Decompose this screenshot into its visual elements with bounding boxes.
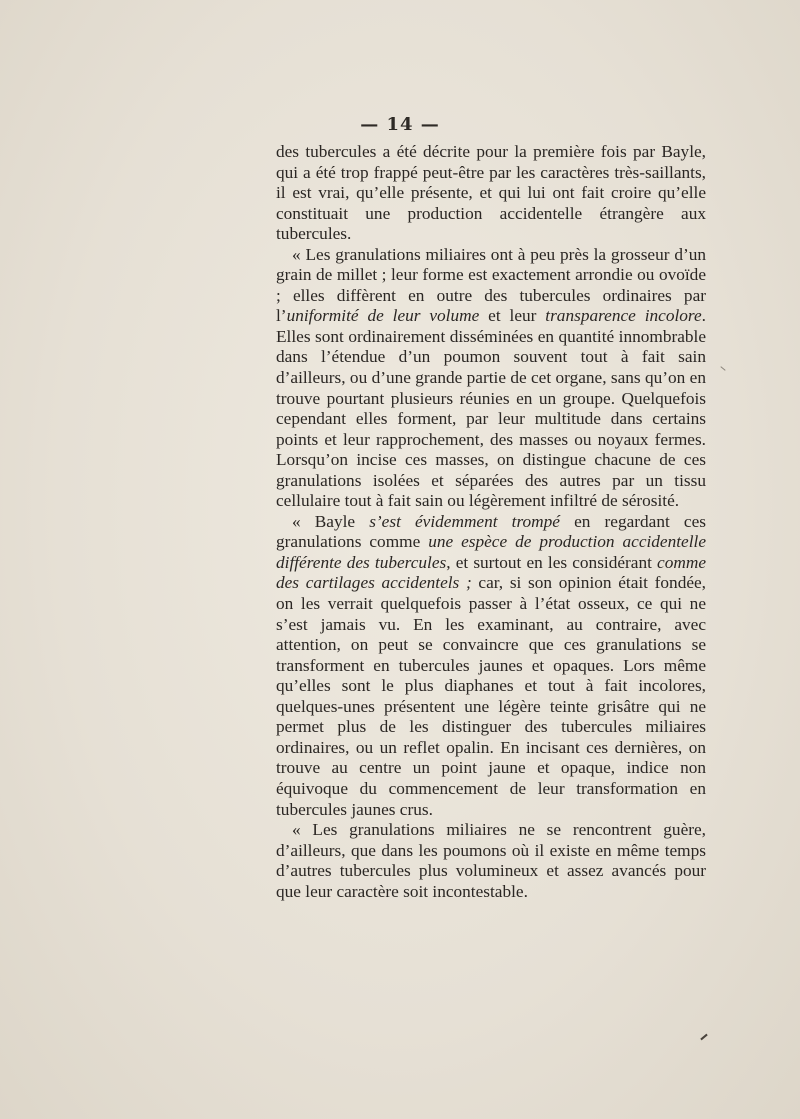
text-segment: car, si son opinion était fondée, on les verrait quelquefois passer à l’état osseux, ce qui ne s’est jamais vu. En les examinant, au contraire, avec attention, on peut se convaincre que ces granulations se transforment en tubercules jaunes et opaques. Lors même qu’elles sont le plus diaphanes et tout à fait incolores, quelques-unes présentent une légère teinte grisâtre qui ne permet plus de les distinguer des tubercules miliaires ordinaires, ou un reflet opalin. En incisant ces dernières, on trouve au centre un point jaune et opaque, indice non équivoque du commencement de leur transformation en tubercules jaunes crus. <box>276 573 706 819</box>
text-segment: , et surtout en les considérant <box>446 552 658 572</box>
text-segment: des tubercules a été décrite pour la première fois par Bayle, qui a été trop frappé peut-être par les caractères très-saillants, il est vrai, qu’elle présente, et qui lui ont fait croire qu’elle constituait une production accidentelle étrangère aux tubercules. <box>276 142 706 244</box>
italic-segment: uniformité de leur volume <box>286 306 480 326</box>
margin-mark <box>720 366 725 371</box>
text-segment: en regardant ces granulations comme <box>276 511 706 552</box>
text-segment: et leur <box>479 306 546 326</box>
italic-segment: une espèce de production accidentelle différente des tubercules <box>276 532 706 572</box>
text-segment: « Les granulations miliaires ne se rencontrent guère, d’ailleurs, que dans les poumons où il existe en même temps d’autres tubercules plus volumineux et assez avancés pour que leur caractère soit incontestable. <box>276 820 706 901</box>
italic-segment: comme des cartilages accidentels ; <box>276 552 706 593</box>
body-text <box>276 142 706 902</box>
text-segment: . Elles sont ordinairement disséminées en quantité innombrable dans l’étendue d’un poumon souvent tout à fait sain d’ailleurs, ou d’une grande partie de cet organe, sans qu’on en trouve pourtant plusieurs réunies en un groupe. Quelquefois cependant elles forment, par leur multitude dans certains points et leur rapprochement, des masses ou noyaux fermes. Lorsqu’on incise ces masses, on distingue chacune de ces granulations isolées et séparées des autres par un tissu cellulaire tout à fait sain ou légèrement infiltré de sérosité. <box>276 306 706 511</box>
paragraph-1 <box>276 142 706 245</box>
paragraph-4 <box>276 820 706 902</box>
text-segment: « Les granulations miliaires ont à peu près la grosseur d’un grain de millet ; leur forme est exactement arrondie ou ovoïde ; elles diffèrent en outre des tubercules ordinaires par l’ <box>276 244 706 326</box>
italic-segment: transparence incolore <box>545 306 702 326</box>
italic-segment: s’est évidemment trompé <box>369 511 560 531</box>
text-segment: « Bayle <box>292 511 370 531</box>
page-number: — 14 — <box>360 114 440 135</box>
paragraph-2 <box>276 245 706 512</box>
ink-mark <box>700 1034 707 1041</box>
paragraph-3 <box>276 512 706 820</box>
